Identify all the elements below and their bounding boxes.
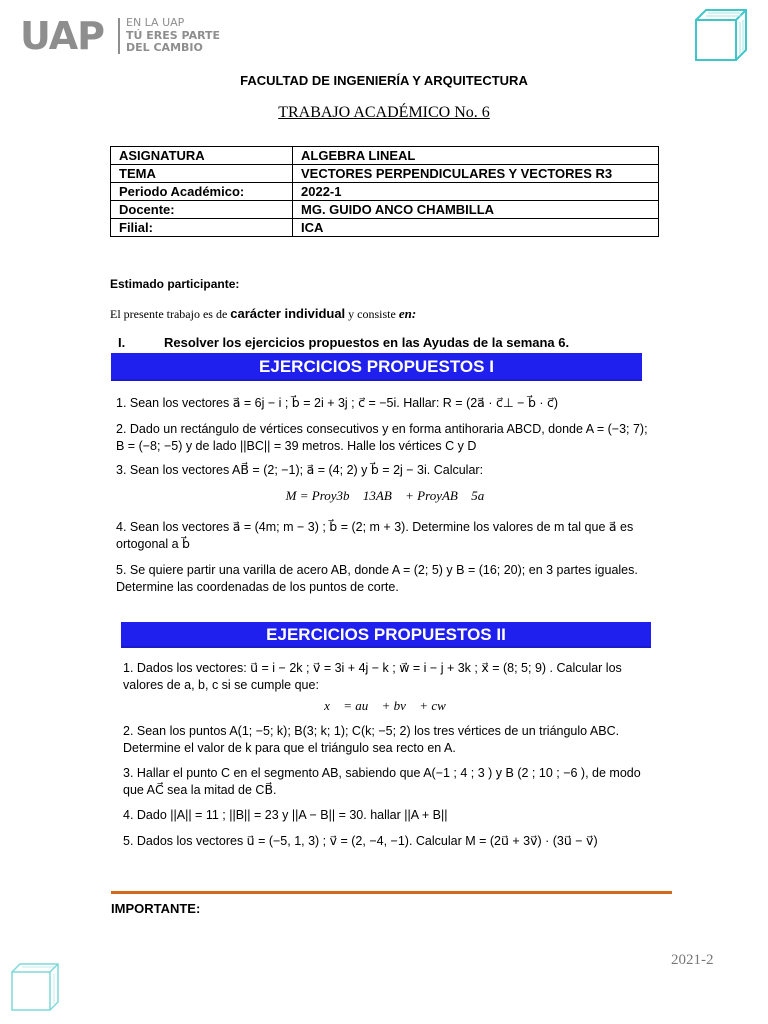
intro-part-a: El presente trabajo es de [110, 307, 231, 321]
table-row [111, 147, 659, 165]
section-2-banner: EJERCICIOS PROPUESTOS II [121, 622, 651, 648]
instruction-text: Resolver los ejercicios propuestos en las Ayudas de la semana 6. [164, 335, 570, 350]
faculty-heading: FACULTAD DE INGENIERÍA Y ARQUITECTURA [240, 73, 528, 88]
footer-rule [111, 891, 672, 894]
logo-divider [118, 18, 120, 54]
info-value: VECTORES PERPENDICULARES Y VECTORES R3 [293, 165, 659, 183]
exercise-2-2: 2. Sean los puntos A(1; −5; k); B(3; k; 1); C(k; −5; 2) los tres vértices de un triángulo ABC. Determine el valor de k para que el triángulo sea recto en A. [123, 724, 620, 755]
intro-part-b: y consiste [345, 307, 399, 321]
section-1-banner: EJERCICIOS PROPUESTOS I [111, 353, 642, 381]
exercise-2-1: 1. Dados los vectores: u⃗ = i − 2k ; v⃗ = 3i + 4j − k ; w⃗ = i − j + 3k ; x⃗ = (8; 5; 9) . Calcular los valores de a, b, c si se cumple que: [123, 661, 622, 692]
info-key: TEMA [111, 165, 293, 183]
document-title: TRABAJO ACADÉMICO No. 6 [278, 104, 490, 121]
instruction-number: I. [118, 335, 126, 350]
tagline-line-3: DEL CAMBIO [126, 41, 203, 54]
table-row [111, 183, 659, 201]
info-value: 2022-1 [293, 183, 659, 201]
table-row [111, 165, 659, 183]
info-key: Docente: [111, 201, 293, 219]
intro-sentence [110, 306, 416, 322]
year-label: 2021-2 [671, 952, 714, 968]
importante-label: IMPORTANTE: [111, 901, 201, 916]
info-key: Periodo Académico: [111, 183, 293, 201]
exercise-1-1: 1. Sean los vectores a⃗ = 6j − i ; b⃗ = 2i + 3j ; c⃗ = −5i. Hallar: R = (2a⃗ · c⃗⊥ − b⃗ · c⃗) [116, 396, 559, 410]
exercise-1-3: 3. Sean los vectores AB⃗ = (2; −1); a⃗ = (4; 2) y b⃗ = 2j − 3i. Calcular: [116, 463, 484, 477]
exercise-1-4: 4. Sean los vectores a⃗ = (4m; m − 3) ; b⃗ = (2; m + 3). Determine los valores de m tal que a⃗ es ortogonal a b⃗ [116, 520, 634, 551]
greeting: Estimado participante: [110, 277, 240, 291]
info-value: ALGEBRA LINEAL [293, 147, 659, 165]
intro-en: en: [398, 306, 417, 321]
intro-bold: carácter individual [230, 306, 346, 321]
table-row [111, 201, 659, 219]
cube-icon [10, 962, 60, 1012]
course-info-table [110, 146, 659, 237]
exercise-1-2: 2. Dado un rectángulo de vértices consecutivos y en forma antihoraria ABCD, donde A = (−3; 7); B = (−8; −5) y de lado ||BC|| = 39 metros. Halle los vértices C y D [116, 422, 648, 453]
uap-logo: UAP [20, 14, 104, 58]
cube-icon [694, 8, 748, 62]
exercise-2-4: 4. Dado ||A|| = 11 ; ||B|| = 23 y ||A − B|| = 30. hallar ||A + B|| [123, 808, 448, 822]
info-value: MG. GUIDO ANCO CHAMBILLA [293, 201, 659, 219]
info-value: ICA [293, 219, 659, 237]
exercise-2-3: 3. Hallar el punto C en el segmento AB, sabiendo que A(−1 ; 4 ; 3 ) y B (2 ; 10 ; −6 ), de modo que AC⃗ sea la mitad de CB⃗. [123, 766, 641, 797]
exercise-1-5: 5. Se quiere partir una varilla de acero AB, donde A = (2; 5) y B = (16; 20); en 3 partes iguales. Determine las coordenadas de los puntos de corte. [116, 563, 638, 594]
info-key: Filial: [111, 219, 293, 237]
exercise-1-3-formula: M = Proy3b⃗ 13AB⃗ + ProyAB⃗ 5a⃗ [285, 488, 495, 503]
tagline-line-2: TÚ ERES PARTE [126, 28, 221, 42]
exercise-2-1-formula: x⃗ = au⃗ + bv⃗ + cw⃗ [324, 698, 456, 713]
logo-tagline [126, 17, 220, 55]
table-row [111, 219, 659, 237]
info-key: ASIGNATURA [111, 147, 293, 165]
tagline-line-1: EN LA UAP [126, 16, 185, 29]
exercise-2-5: 5. Dados los vectores u⃗ = (−5, 1, 3) ; v⃗ = (2, −4, −1). Calcular M = (2u⃗ + 3v⃗) · (3u⃗ − v⃗) [123, 834, 598, 848]
